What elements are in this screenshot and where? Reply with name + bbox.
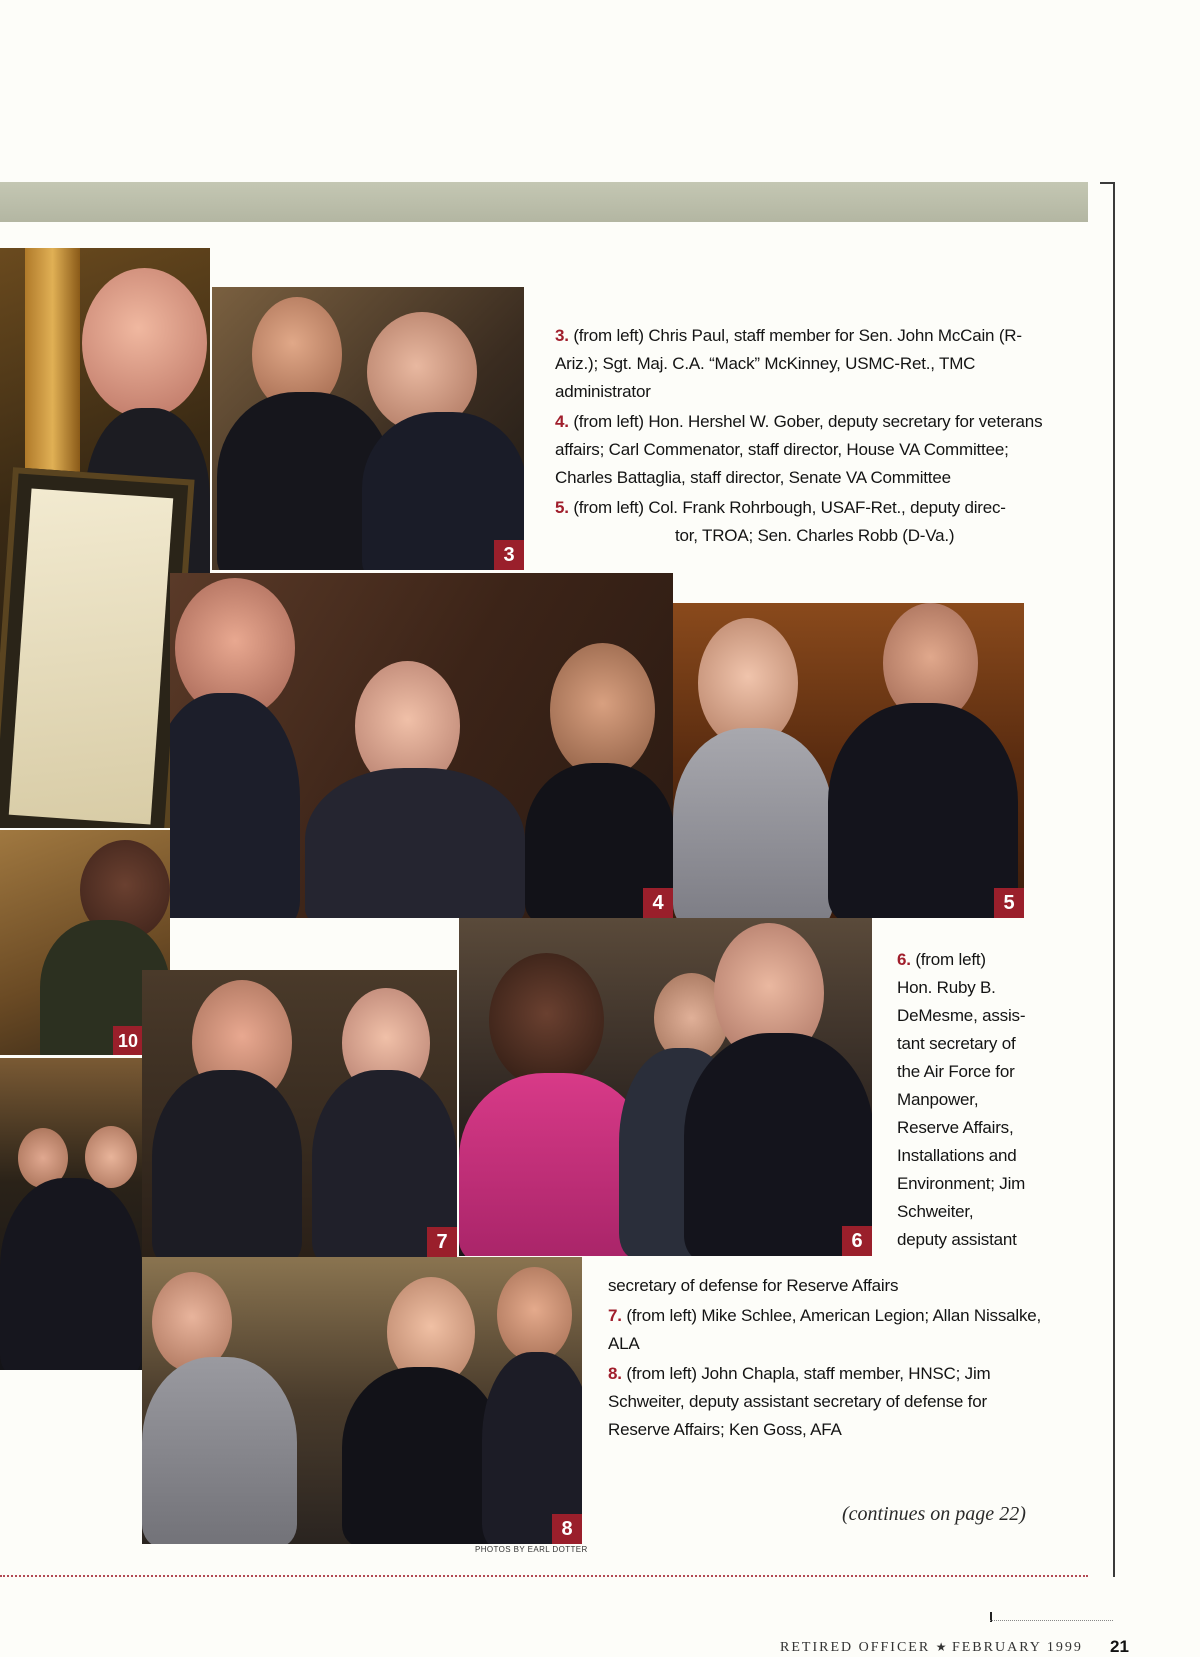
- photo-5: [673, 603, 1024, 918]
- photo-3: [212, 287, 524, 570]
- footer-issue: FEBRUARY 1999: [951, 1640, 1083, 1655]
- right-margin-rule: [1113, 182, 1115, 1577]
- continues-note: (continues on page 22): [842, 1503, 1026, 1525]
- photo-credit: PHOTOS BY EARL DOTTER: [475, 1545, 588, 1554]
- caption-6: 6. (from left) Hon. Ruby B. DeMesme, assis- tant secretary of the Air Force for Manpower, Reserve Affairs, Installations and Environment; Jim Schweiter, deputy assistant: [897, 950, 1026, 1249]
- bottom-dotted-rule: [0, 1575, 1088, 1577]
- photo-6-number: 6: [842, 1226, 872, 1256]
- footer-publication: RETIRED OFFICER: [780, 1640, 931, 1655]
- page-number: 21: [1110, 1637, 1129, 1656]
- photo-8: [142, 1257, 582, 1544]
- caption-3: 3. (from left) Chris Paul, staff member for Sen. John McCain (R-Ariz.); Sgt. Maj. C.A. “Mack” McKinney, USMC-Ret., TMC administrator: [555, 326, 1022, 401]
- photo-10-number: 10: [113, 1026, 143, 1055]
- caption-5-continued: tor, TROA; Sen. Charles Robb (D-Va.): [675, 526, 955, 545]
- photo-3-number: 3: [494, 540, 524, 570]
- photo-8-number: 8: [552, 1514, 582, 1544]
- running-footer: [780, 1640, 1083, 1656]
- photo-4: [170, 573, 673, 918]
- caption-5: 5. (from left) Col. Frank Rohrbough, USAF-Ret., deputy direc-: [555, 498, 1006, 517]
- photo-6: [459, 918, 872, 1256]
- caption-8: 8. (from left) John Chapla, staff member, HNSC; Jim Schweiter, deputy assistant secretary of defense for Reserve Affairs; Ken Goss, AFA: [608, 1364, 991, 1439]
- header-band: [0, 182, 1088, 222]
- caption-6-tail: secretary of defense for Reserve Affairs: [608, 1276, 899, 1295]
- corner-dotted-rule: [990, 1620, 1113, 1621]
- photo-4-number: 4: [643, 888, 673, 918]
- photo-5-number: 5: [994, 888, 1024, 918]
- photo-7: [142, 970, 457, 1257]
- caption-7: 7. (from left) Mike Schlee, American Legion; Allan Nissalke, ALA: [608, 1306, 1042, 1353]
- caption-block-bottom: [608, 1272, 1048, 1444]
- right-margin-rule-tick: [1100, 182, 1115, 184]
- photo-7-number: 7: [427, 1227, 457, 1257]
- caption-4: 4. (from left) Hon. Hershel W. Gober, deputy secretary for veterans affairs; Carl Commenator, staff director, House VA Committee; Charles Battaglia, staff director, Senate VA Committee: [555, 412, 1043, 487]
- caption-block-top: [555, 322, 1055, 550]
- star-icon: ★: [935, 1640, 947, 1654]
- photo-crowd: [0, 1058, 142, 1370]
